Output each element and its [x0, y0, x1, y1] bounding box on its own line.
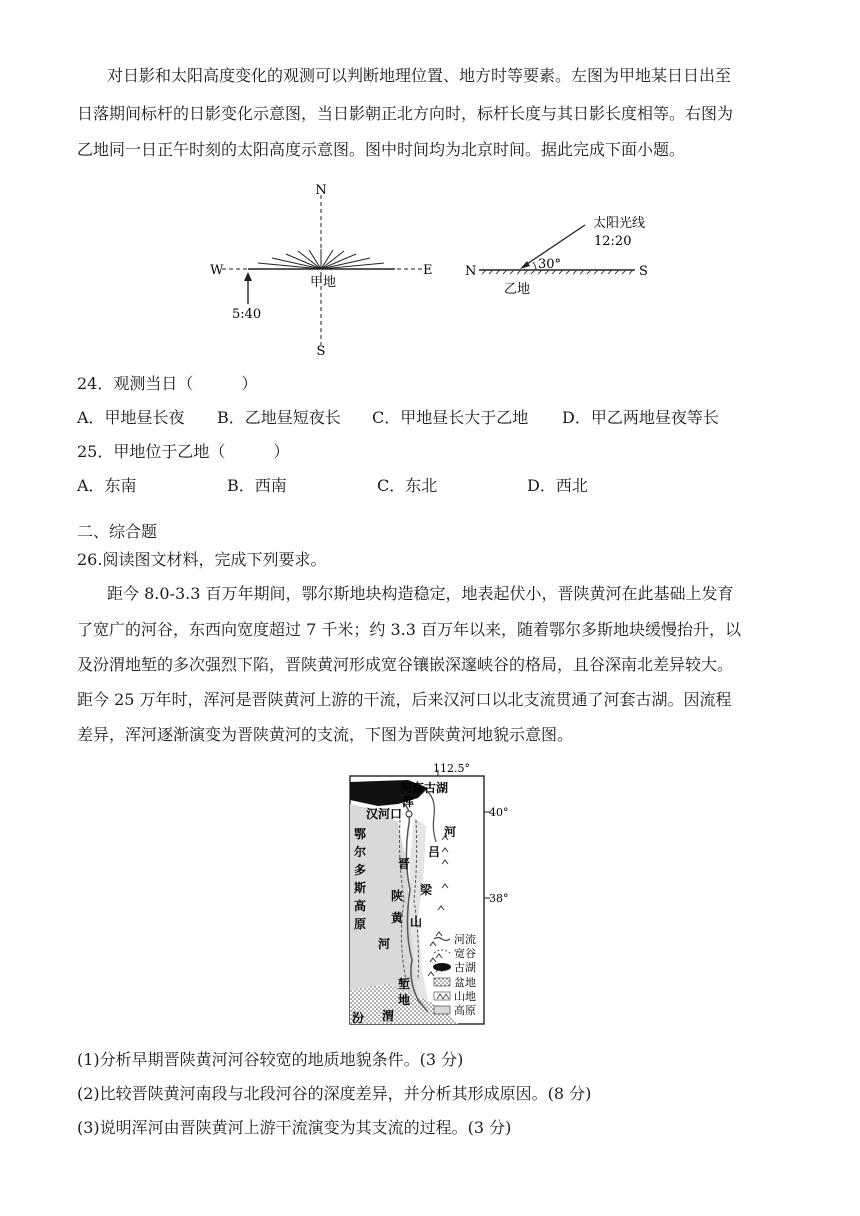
lat-40-label: 40° [489, 806, 509, 819]
q25-option-a[interactable]: A．东南 [77, 476, 137, 495]
right-south-label: S [639, 264, 648, 279]
svg-text:晋: 晋 [398, 857, 411, 871]
q24-stem: 24．观测当日（ ） [77, 374, 258, 393]
hun-label-1: 浑 [402, 795, 415, 809]
svg-text:黄: 黄 [391, 911, 404, 925]
hun-label-2: 河 [444, 825, 457, 839]
q26-sub-2: (2)比较晋陕黄河南段与北段河谷的深度差异，并分析其形成原因。(8 分) [77, 1084, 592, 1103]
q24-option-c[interactable]: C．甲地昼长大于乙地 [372, 408, 529, 427]
svg-text:陕: 陕 [391, 889, 404, 903]
svg-text:吕: 吕 [428, 845, 441, 859]
svg-text:渭: 渭 [382, 1009, 395, 1023]
sun-altitude-diagram [460, 205, 665, 300]
svg-text:堑: 堑 [398, 977, 411, 991]
longitude-label: 112.5° [433, 762, 470, 775]
intro-line-1: 对日影和太阳高度变化的观测可以判断地理位置、地方时等要素。左图为甲地某日日出至 [107, 66, 732, 85]
south-label: S [316, 344, 326, 359]
right-north-label: N [465, 264, 477, 279]
north-label: N [315, 183, 327, 198]
q24-option-a[interactable]: A．甲地昼长夜 [77, 408, 185, 427]
west-label: W [210, 263, 224, 278]
altitude-angle-label: 30° [538, 257, 562, 272]
east-label: E [423, 263, 433, 278]
svg-text:山: 山 [410, 915, 423, 929]
legend-river: 河流 [454, 933, 476, 946]
q26-sub-3: (3)说明浑河由晋陕黄河上游干流演变为其支流的过程。(3 分) [77, 1118, 512, 1137]
sunrise-time-label: 5:40 [232, 307, 262, 322]
q24-option-b[interactable]: B．乙地昼短夜长 [217, 408, 341, 427]
legend-valley: 宽谷 [454, 947, 476, 960]
jinshan-river-map [348, 760, 518, 1028]
lake-label: 河套古湖 [400, 781, 449, 795]
place-jia-label: 甲地 [309, 275, 337, 290]
legend-mountain: 山地 [454, 990, 476, 1003]
svg-text:高: 高 [354, 899, 367, 913]
svg-text:鄂: 鄂 [354, 827, 367, 841]
svg-text:斯: 斯 [354, 881, 367, 895]
svg-text:梁: 梁 [420, 883, 433, 897]
svg-text:尔: 尔 [354, 845, 367, 859]
q26-para-line-3: 及汾渭地堑的多次强烈下陷，晋陕黄河形成宽谷镶嵌深邃峡谷的格局，且谷深南北差异较大。 [77, 655, 734, 674]
hankou-label: 汉河口 [366, 807, 403, 821]
svg-text:河: 河 [378, 937, 391, 951]
legend-plateau: 高原 [454, 1004, 476, 1017]
q25-option-b[interactable]: B．西南 [227, 476, 287, 495]
svg-text:汾: 汾 [352, 1011, 365, 1025]
q25-stem: 25．甲地位于乙地（ ） [77, 442, 290, 461]
q26-sub-1: (1)分析早期晋陕黄河河谷较宽的地质地貌条件。(3 分) [77, 1050, 464, 1069]
q26-para-line-4: 距今 25 万年时，浑河是晋陕黄河上游的干流，后来汉河口以北支流贯通了河套古湖。因流程 [77, 690, 732, 709]
sun-ray-label: 太阳光线 [593, 216, 646, 231]
svg-text:原: 原 [354, 917, 367, 931]
shadow-fan [248, 249, 395, 269]
noon-time-label: 12:20 [594, 234, 632, 249]
legend-lake: 古湖 [454, 961, 476, 974]
q25-option-c[interactable]: C．东北 [377, 476, 438, 495]
intro-line-3: 乙地同一日正午时刻的太阳高度示意图。图中时间均为北京时间。据此完成下面小题。 [77, 140, 686, 159]
legend-basin: 盆地 [454, 976, 476, 989]
intro-line-2: 日落期间标杆的日影变化示意图，当日影朝正北方向时，标杆长度与其日影长度相等。右图为 [77, 104, 734, 123]
q26-stem: 26.阅读图文材料，完成下列要求。 [77, 550, 327, 569]
q26-para-line-2: 了宽广的河谷，东西向宽度超过 7 千米；约 3.3 百万年以来，随着鄂尔多斯地块缓慢抬升，以 [77, 620, 741, 639]
q25-option-d[interactable]: D．西北 [527, 476, 588, 495]
q26-para-line-5: 差异，浑河逐渐演变为晋陕黄河的支流，下图为晋陕黄河地貌示意图。 [77, 725, 574, 744]
place-yi-label: 乙地 [504, 282, 531, 297]
lat-38-label: 38° [489, 892, 509, 905]
section-heading: 二、综合题 [77, 522, 158, 541]
svg-text:多: 多 [354, 863, 367, 877]
q26-para-line-1: 距今 8.0-3.3 百万年期间，鄂尔斯地块构造稳定，地表起伏小，晋陕黄河在此基础上发育 [107, 584, 734, 603]
q24-option-d[interactable]: D．甲乙两地昼夜等长 [562, 408, 719, 427]
svg-text:地: 地 [398, 993, 411, 1007]
shadow-diagram [200, 180, 450, 362]
